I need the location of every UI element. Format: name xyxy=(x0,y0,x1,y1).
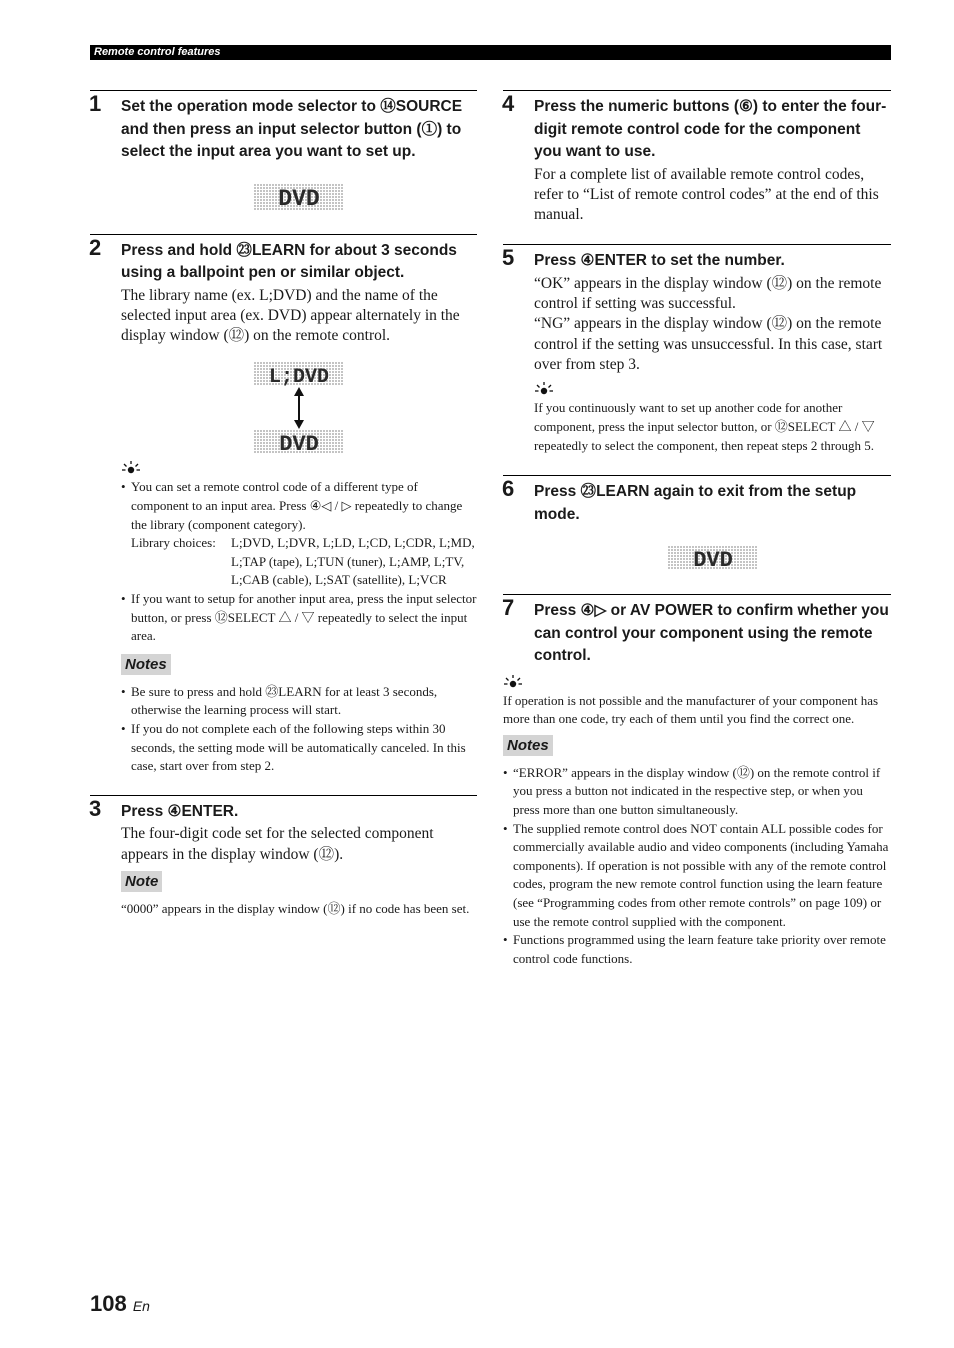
note-heading: Note xyxy=(121,871,162,892)
page-language: En xyxy=(132,1298,150,1314)
step-number: 3 xyxy=(89,795,102,821)
lcd-text: DVD xyxy=(278,185,320,210)
section-header-bar xyxy=(90,45,891,60)
lcd-alternating-diagram xyxy=(254,362,344,454)
tips-list xyxy=(121,478,477,645)
notes-list xyxy=(503,764,891,969)
step-body: The library name (ex. L;DVD) and the name of the selected input area (ex. DVD) appear alternately in the display window (⑫) on the remote control. xyxy=(121,286,460,345)
step-number: 6 xyxy=(502,476,515,502)
step-number: 5 xyxy=(502,245,515,271)
svg-text:DVD: DVD xyxy=(279,432,319,455)
tip-item: • You can set a remote control code of a different type of component to an input area. Press ④◁ / ▷ repeatedly to change the library (component category). Library choices: L;DVD, L;DVR, L;LD, L;CD, L;CDR, L;MD, L;TAP (tape), L;TUN (tuner), L;AMP, L;TV, L;CAB (cable), L;SAT (satellite), L;VCR xyxy=(121,478,477,590)
tip-text: If you continuously want to set up another code for another component, press the input selector button, or ⑫SELECT △ / ▽ repeatedly to select the component, then repeat steps 2 through 5. xyxy=(534,400,875,453)
svg-text:L;DVD: L;DVD xyxy=(268,366,330,387)
notes-heading: Notes xyxy=(121,654,171,675)
lcd-display-l-dvd xyxy=(254,362,344,386)
step-title: Press ㉓LEARN again to exit from the setup mode. xyxy=(534,483,857,523)
page-number: 108 En xyxy=(90,1291,150,1316)
step-title: Press ④▷ or AV POWER to confirm whether you can control your component using the remote control. xyxy=(534,602,889,665)
lightbulb-hint-icon xyxy=(503,674,891,692)
tip-item: • If you want to setup for another input area, press the input selector button, or press ⑫SELECT △ / ▽ repeatedly to select the input area. xyxy=(121,590,477,646)
tip-text: If operation is not possible and the manufacturer of your component has more than one code, try each of them until you find the correct one. xyxy=(503,692,879,727)
step-number: 1 xyxy=(89,91,102,116)
lcd-display-dvd xyxy=(254,430,344,454)
step-body: “NG” appears in the display window (⑫) on the remote control if the setting was unsuccessful. In this case, start over from step 3. xyxy=(534,315,883,374)
step-5 xyxy=(503,244,891,475)
note-item: • “ERROR” appears in the display window (⑫) on the remote control if you press a button not indicated in the respective step, or when you press more than one button simultaneously. xyxy=(503,764,891,820)
section-label: Remote control features xyxy=(94,46,221,58)
note-item: • Be sure to press and hold ㉓LEARN for at least 3 seconds, otherwise the learning process will start. xyxy=(121,683,477,720)
step-1 xyxy=(90,90,477,210)
notes-list xyxy=(121,683,477,776)
note-item: • If you do not complete each of the following steps within 30 seconds, the setting mode will be automatically canceled. In this case, start over from step 2. xyxy=(121,720,477,776)
step-2 xyxy=(90,234,477,795)
notes-heading: Notes xyxy=(503,735,553,756)
step-4 xyxy=(503,90,891,244)
note-item: • The supplied remote control does NOT contain ALL possible codes for commercially available audio and video components (including Yamaha components). If operation is not possible with any of the remote control codes, program the new remote control function using the learn feature (see “Programming codes from other remote controls” on page 109) or use the remote control supplied with the component. xyxy=(503,820,891,932)
step-title: Set the operation mode selector to ⑭SOURCE and then press an input selector button (①) to select the input area you want to set up. xyxy=(121,98,463,160)
step-title: Press ④ENTER to set the number. xyxy=(534,252,785,270)
alternate-arrow-icon xyxy=(254,386,344,430)
right-column xyxy=(503,90,891,968)
svg-text:DVD: DVD xyxy=(692,548,733,571)
step-body: For a complete list of available remote control codes, refer to “List of remote control codes” at the end of this manual. xyxy=(534,165,879,224)
step-number: 2 xyxy=(89,234,102,260)
lcd-display-dvd xyxy=(668,546,758,570)
step-title: Press ④ENTER. xyxy=(121,802,239,820)
library-choices: Library choices: L;DVD, L;DVR, L;LD, L;CD, L;CDR, L;MD, L;TAP (tape), L;TUN (tuner), L;AMP, L;TV, L;CAB (cable), L;SAT (satellite), L;VCR xyxy=(131,535,475,588)
note-text: “0000” appears in the display window (⑫) if no code has been set. xyxy=(121,900,470,916)
step-6 xyxy=(503,475,891,570)
step-number: 7 xyxy=(502,595,515,621)
step-7 xyxy=(503,594,891,968)
step-title: Press the numeric buttons (⑥) to enter the four-digit remote control code for the component you want to use. xyxy=(534,98,887,160)
lightbulb-hint-icon xyxy=(121,460,477,478)
lcd-display-dvd xyxy=(254,184,344,210)
step-number: 4 xyxy=(502,91,515,116)
step-body: “OK” appears in the display window (⑫) on the remote control if setting was successful. xyxy=(534,274,882,313)
left-column xyxy=(90,90,477,918)
step-3 xyxy=(90,795,477,919)
lightbulb-hint-icon xyxy=(534,381,891,399)
step-body: The four-digit code set for the selected component appears in the display window (⑫). xyxy=(121,825,434,863)
note-item: • Functions programmed using the learn feature take priority over remote control code functions. xyxy=(503,931,891,968)
step-title: Press and hold ㉓LEARN for about 3 seconds using a ballpoint pen or similar object. xyxy=(121,241,457,281)
